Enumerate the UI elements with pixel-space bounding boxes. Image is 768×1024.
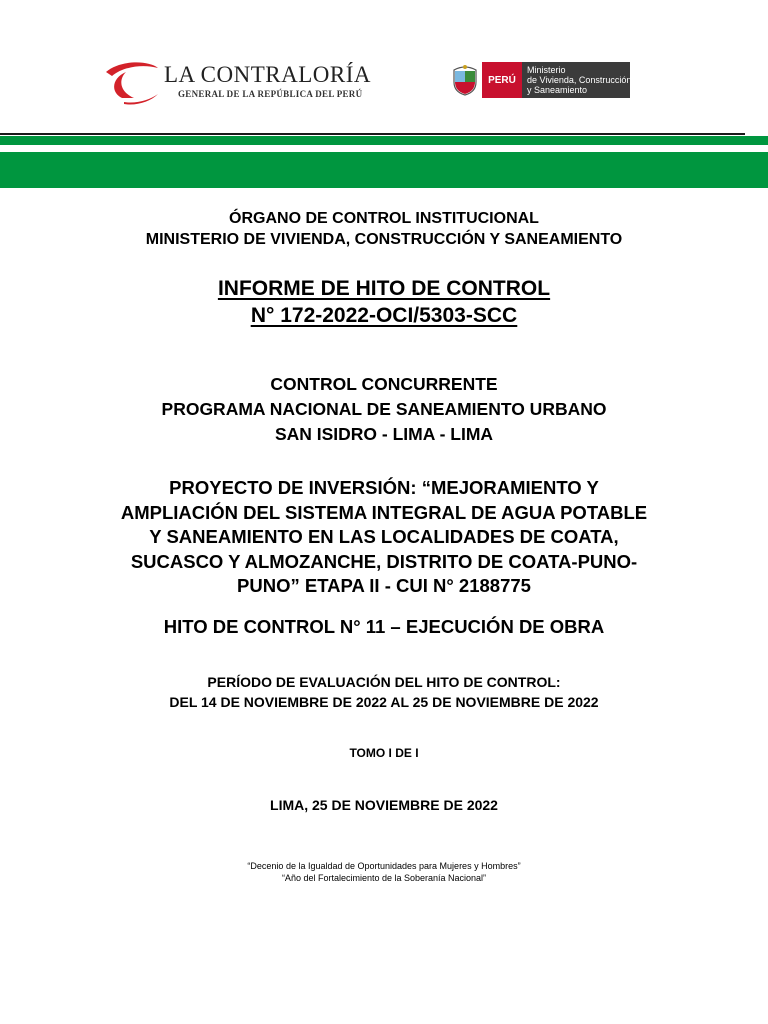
project-line: PUNO” ETAPA II - CUI N° 2188775 — [237, 575, 531, 596]
report-number: N° 172-2022-OCI/5303-SCC — [250, 304, 518, 327]
org-line: MINISTERIO DE VIVIENDA, CONSTRUCCIÓN Y SANEAMIENTO — [145, 231, 623, 248]
decenio-line: “Decenio de la Igualdad de Oportunidades para Mujeres y Hombres” — [247, 861, 521, 871]
report-title — [0, 275, 768, 329]
organization-heading — [0, 208, 768, 250]
report-title-line: INFORME DE HITO DE CONTROL — [217, 277, 551, 300]
hito-heading: HITO DE CONTROL N° 11 – EJECUCIÓN DE OBRA — [163, 616, 605, 637]
contraloria-logo — [100, 58, 371, 106]
project-line: AMPLIACIÓN DEL SISTEMA INTEGRAL DE AGUA POTABLE — [120, 501, 648, 523]
periodo-line: PERÍODO DE EVALUACIÓN DEL HITO DE CONTROL: — [207, 674, 561, 690]
contraloria-title: LA CONTRALORÍA — [164, 62, 371, 87]
project-line: Y SANEAMIENTO EN LAS LOCALIDADES DE COATA, — [149, 526, 619, 547]
green-band-thin — [0, 136, 768, 145]
green-band-wide — [0, 152, 768, 188]
control-line: SAN ISIDRO - LIMA - LIMA — [274, 424, 494, 444]
place-date: LIMA, 25 DE NOVIEMBRE DE 2022 — [270, 797, 498, 813]
org-line: ÓRGANO DE CONTROL INSTITUCIONAL — [229, 210, 539, 227]
control-line: CONTROL CONCURRENTE — [270, 374, 498, 394]
project-line: PROYECTO DE INVERSIÓN: “MEJORAMIENTO Y — [169, 477, 599, 498]
peru-label: PERÚ — [482, 62, 522, 98]
decenio-line: “Año del Fortalecimiento de la Soberanía Nacional” — [281, 873, 487, 883]
project-line: SUCASCO Y ALMOZANCHE, DISTRITO DE COATA-PUNO- — [130, 550, 638, 572]
periodo-line: DEL 14 DE NOVIEMBRE DE 2022 AL 25 DE NOVIEMBRE DE 2022 — [169, 694, 599, 710]
peru-coat-of-arms-icon — [450, 64, 480, 96]
control-line: PROGRAMA NACIONAL DE SANEAMIENTO URBANO — [161, 399, 607, 419]
header-divider-line — [0, 133, 745, 135]
evaluation-period — [0, 672, 768, 712]
ministerio-line: y Saneamiento — [527, 85, 588, 95]
project-description — [90, 476, 678, 599]
ministerio-logo — [450, 62, 632, 98]
control-block — [0, 372, 768, 447]
tomo-label: TOMO I DE I — [349, 746, 419, 760]
ministerio-line: Ministerio — [527, 65, 566, 75]
decenio-footer — [0, 860, 768, 884]
ministerio-name — [522, 62, 630, 98]
contraloria-subtitle: GENERAL DE LA REPÚBLICA DEL PERÚ — [178, 89, 363, 99]
page-header — [0, 0, 768, 130]
ministerio-line: de Vivienda, Construcción — [527, 75, 632, 85]
contraloria-swoosh-icon — [100, 58, 164, 106]
